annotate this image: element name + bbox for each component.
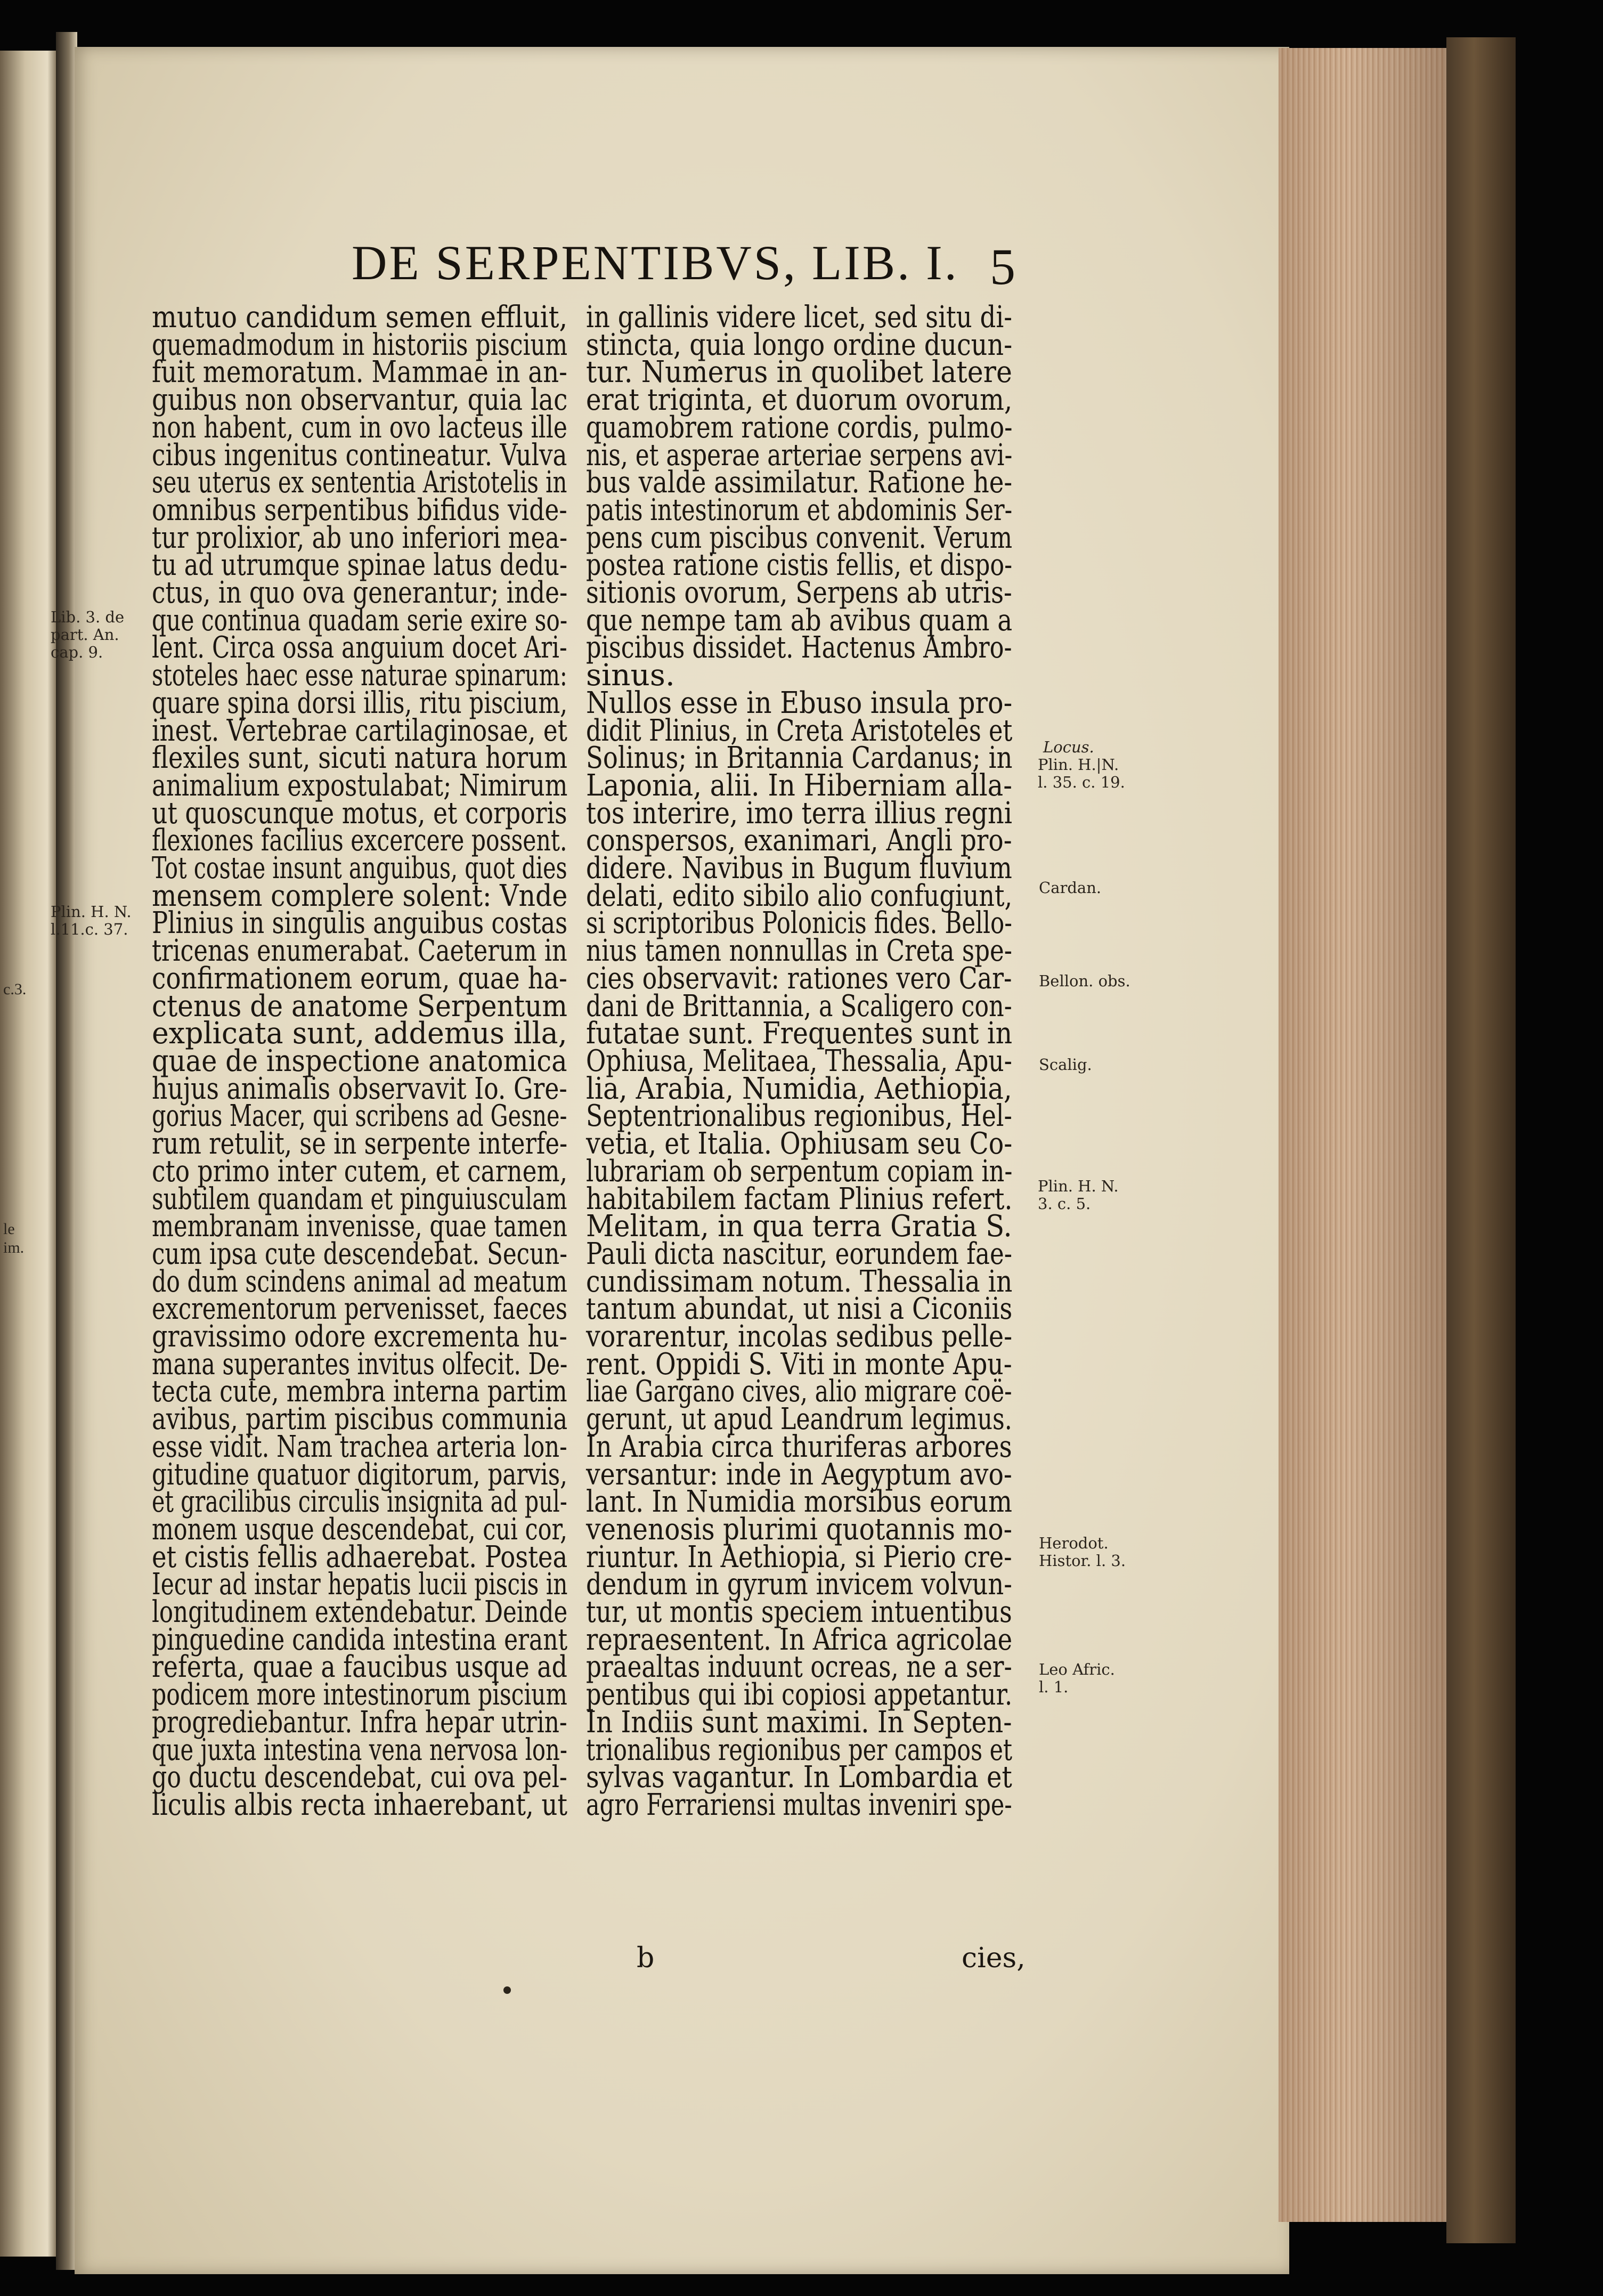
text-line: mutuo candidum semen effluit, bbox=[152, 300, 568, 335]
text-line: tu ad utrumque spinae latus dedu- bbox=[152, 548, 568, 583]
text-line: et gracilibus circulis insignita ad pul- bbox=[152, 1484, 567, 1520]
text-line: avibus, partim piscibus communia bbox=[152, 1402, 568, 1437]
text-line: dendum in gyrum invicem volvun- bbox=[586, 1567, 1012, 1602]
margin-note-leo bbox=[1039, 1661, 1115, 1696]
text-line: cto primo inter cutem, et carnem, bbox=[152, 1154, 568, 1189]
text-line: nius tamen nonnullas in Creta spe- bbox=[586, 934, 1013, 969]
text-line: Pauli dicta nascitur, eorundem fae- bbox=[586, 1236, 1012, 1271]
margin-note-line: l.11.c. 37. bbox=[51, 920, 128, 938]
margin-note-scalig bbox=[1039, 1056, 1092, 1074]
text-line: gitudine quatuor digitorum, parvis, bbox=[152, 1457, 567, 1492]
text-line: ut quoscunque motus, et corporis bbox=[152, 796, 567, 831]
text-line: go ductu descendebat, cui ova pel- bbox=[152, 1760, 567, 1795]
text-line: tricenas enumerabat. Caeterum in bbox=[152, 934, 567, 969]
left-page-fragment: im. bbox=[3, 1239, 25, 1256]
text-line: tur, ut montis speciem intuentibus bbox=[586, 1595, 1012, 1630]
text-line: Septentrionalibus regionibus, Hel- bbox=[586, 1099, 1012, 1134]
margin-note-line: Leo Afric. bbox=[1039, 1660, 1115, 1678]
text-line: conspersos, exanimari, Angli pro- bbox=[586, 823, 1012, 858]
text-line: in gallinis videre licet, sed situ di- bbox=[586, 300, 1013, 335]
text-line: versantur: inde in Aegyptum avo- bbox=[586, 1457, 1012, 1492]
text-line: vetia, et Italia. Ophiusam seu Co- bbox=[586, 1126, 1013, 1162]
margin-note-line: cap. 9. bbox=[51, 643, 103, 661]
text-line: cies observavit: rationes vero Car- bbox=[586, 961, 1012, 996]
margin-note-line: Bellon. obs. bbox=[1039, 972, 1130, 990]
text-line: dani de Brittannia, a Scaligero con- bbox=[586, 988, 1012, 1024]
text-line: quare spina dorsi illis, ritu piscium, bbox=[152, 685, 568, 720]
catchword: cies, bbox=[962, 1942, 1026, 1974]
text-line: mana superantes invitus olfecit. De- bbox=[152, 1346, 568, 1382]
text-line: quae de inspectione anatomica bbox=[152, 1043, 567, 1078]
margin-note-pliny bbox=[51, 903, 132, 938]
ink-dot bbox=[503, 1986, 511, 1994]
text-line: Nullos esse in Ebuso insula pro- bbox=[586, 685, 1013, 720]
text-line: fuit memoratum. Mammae in an- bbox=[152, 355, 567, 390]
left-column bbox=[152, 300, 578, 1822]
book-gutter bbox=[56, 32, 77, 2270]
text-line: ctenus de anatome Serpentum bbox=[152, 988, 567, 1024]
text-line: que continua quadam serie exire so- bbox=[152, 603, 568, 638]
text-line: Tot costae insunt anguibus, quot dies bbox=[152, 851, 567, 886]
text-line: flexiles sunt, sicuti natura horum bbox=[152, 741, 568, 776]
text-line: explicata sunt, addemus illa, bbox=[152, 1016, 567, 1051]
text-line: rum retulit, se in serpente interfe- bbox=[152, 1126, 568, 1162]
text-line: sitionis ovorum, Serpens ab utris- bbox=[586, 575, 1012, 611]
text-line: liae Gargano cives, alio migrare coë- bbox=[586, 1374, 1012, 1409]
text-line: quemadmodum in historiis piscium bbox=[152, 327, 568, 362]
margin-note-cardan bbox=[1039, 879, 1101, 897]
margin-note-line: Herodot. bbox=[1039, 1534, 1109, 1552]
text-line: sylvas vagantur. In Lombardia et bbox=[586, 1760, 1012, 1795]
text-line: longitudinem extendebatur. Deinde bbox=[152, 1595, 568, 1630]
text-line: stoteles haec esse naturae spinarum: bbox=[152, 658, 567, 693]
margin-note-line: Locus. bbox=[1043, 738, 1094, 756]
right-column bbox=[586, 300, 1023, 1822]
text-line: lant. In Numidia morsibus eorum bbox=[586, 1484, 1013, 1520]
text-line: stincta, quia longo ordine ducun- bbox=[586, 327, 1013, 362]
text-line: In Indiis sunt maximi. In Septen- bbox=[586, 1705, 1012, 1740]
margin-note-line: l. 1. bbox=[1039, 1678, 1069, 1696]
text-line: flexiones facilius excercere possent. bbox=[152, 823, 567, 858]
text-line: quamobrem ratione cordis, pulmo- bbox=[586, 410, 1013, 445]
text-line: piscibus dissidet. Hactenus Ambro- bbox=[586, 630, 1012, 666]
text-line: Melitam, in qua terra Gratia S. bbox=[586, 1209, 1012, 1244]
text-line: tos interire, imo terra illius regni bbox=[586, 796, 1012, 831]
text-line: si scriptoribus Polonicis fides. Bello- bbox=[586, 906, 1012, 941]
text-line: lubrariam ob serpentum copiam in- bbox=[586, 1154, 1013, 1189]
text-line: subtilem quandam et pinguiusculam bbox=[152, 1181, 567, 1216]
text-line: gerunt, ut apud Leandrum legimus. bbox=[586, 1402, 1012, 1437]
text-line: agro Ferrariensi multas inveniri spe- bbox=[586, 1787, 1012, 1822]
text-line: didere. Navibus in Bugum fluvium bbox=[586, 851, 1012, 886]
text-line: do dum scindens animal ad meatum bbox=[152, 1264, 567, 1299]
margin-note-line: Lib. 3. de bbox=[51, 608, 125, 626]
text-line: Ophiusa, Melitaea, Thessalia, Apu- bbox=[586, 1043, 1012, 1078]
margin-note-line: 3. c. 5. bbox=[1038, 1195, 1091, 1213]
text-line: trionalibus regionibus per campos et bbox=[586, 1732, 1013, 1767]
text-line: hujus animalis observavit Io. Gre- bbox=[152, 1071, 567, 1106]
text-line: esse vidit. Nam trachea arteria lon- bbox=[152, 1429, 567, 1464]
text-line: tur prolixior, ab uno inferiori mea- bbox=[152, 520, 568, 555]
text-line: membranam invenisse, quae tamen bbox=[152, 1209, 567, 1244]
margin-note-locus bbox=[1038, 739, 1125, 791]
text-line: praealtas induunt ocreas, ne a ser- bbox=[586, 1650, 1012, 1685]
text-line: podicem more intestinorum piscium bbox=[152, 1677, 567, 1713]
text-line: omnibus serpentibus bifidus vide- bbox=[152, 492, 567, 528]
text-line: ctus, in quo ova generantur; inde- bbox=[152, 575, 568, 611]
text-line: futatae sunt. Frequentes sunt in bbox=[586, 1016, 1013, 1051]
text-line: inest. Vertebrae cartilaginosae, et bbox=[152, 713, 567, 748]
text-line: tecta cute, membra interna partim bbox=[152, 1374, 567, 1409]
text-line: pentibus qui ibi copiosi appetantur. bbox=[586, 1677, 1013, 1713]
left-page-fragment: le bbox=[3, 1220, 15, 1238]
text-line: cum ipsa cute descendebat. Secun- bbox=[152, 1236, 568, 1271]
text-line: non habent, cum in ovo lacteus ille bbox=[152, 410, 567, 445]
text-line: vorarentur, incolas sedibus pelle- bbox=[586, 1319, 1013, 1354]
text-line: repraesentent. In Africa agricolae bbox=[586, 1622, 1013, 1657]
text-line: referta, quae a faucibus usque ad bbox=[152, 1650, 567, 1685]
text-line: Solinus; in Britannia Cardanus; in bbox=[586, 741, 1013, 776]
text-line: patis intestinorum et abdominis Ser- bbox=[586, 492, 1013, 528]
text-line: progrediebantur. Infra hepar utrin- bbox=[152, 1705, 567, 1740]
text-line: gravissimo odore excrementa hu- bbox=[152, 1319, 567, 1354]
text-line: que nempe tam ab avibus quam a bbox=[586, 603, 1013, 638]
margin-note-line: Plin. H.|N. bbox=[1038, 756, 1119, 774]
text-line: erat triginta, et duorum ovorum, bbox=[586, 383, 1013, 418]
text-line: lia, Arabia, Numidia, Aethiopia, bbox=[586, 1071, 1012, 1106]
text-line: monem usque descendebat, cui cor, bbox=[152, 1512, 567, 1547]
text-line: Laponia, alii. In Hiberniam alla- bbox=[586, 768, 1012, 803]
margin-note-bellon bbox=[1039, 972, 1130, 990]
page-edges-shade bbox=[1279, 48, 1454, 2222]
text-line: postea ratione cistis fellis, et dispo- bbox=[586, 548, 1013, 583]
text-line: venenosis plurimi quotannis mo- bbox=[586, 1512, 1012, 1547]
text-line: tur. Numerus in quolibet latere bbox=[586, 355, 1012, 390]
text-line: lent. Circa ossa anguium docet Ari- bbox=[152, 630, 567, 666]
margin-note-aristotle bbox=[51, 609, 124, 661]
text-line: excrementorum pervenisset, faeces bbox=[152, 1292, 568, 1327]
text-line: tantum abundat, ut nisi a Ciconiis bbox=[586, 1292, 1013, 1327]
text-line: liculis albis recta inhaerebant, ut bbox=[152, 1787, 568, 1822]
text-line: habitabilem factam Plinius refert. bbox=[586, 1181, 1013, 1216]
text-line: guibus non observantur, quia lac bbox=[152, 383, 568, 418]
text-line: rent. Oppidi S. Viti in monte Apu- bbox=[586, 1346, 1012, 1382]
page-number: 5 bbox=[990, 238, 1015, 295]
text-line: gorius Macer, qui scribens ad Gesne- bbox=[152, 1099, 567, 1134]
left-page-edge bbox=[0, 51, 56, 2257]
text-line: bus valde assimilatur. Ratione he- bbox=[586, 465, 1013, 500]
margin-note-line: Scalig. bbox=[1039, 1056, 1092, 1074]
signature-mark: b bbox=[637, 1942, 655, 1974]
margin-note-plin2 bbox=[1038, 1178, 1119, 1213]
text-line: confirmationem eorum, quae ha- bbox=[152, 961, 567, 996]
margin-note-line: l. 35. c. 19. bbox=[1038, 773, 1125, 791]
text-line: animalium expostulabat; Nimirum bbox=[152, 768, 568, 803]
text-line: nis, et asperae arteriae serpens avi- bbox=[586, 437, 1013, 473]
margin-note-line: Plin. H. N. bbox=[51, 903, 132, 921]
margin-note-line: Histor. l. 3. bbox=[1039, 1552, 1126, 1570]
text-line: Plinius in singulis anguibus costas bbox=[152, 906, 568, 941]
book-cover bbox=[1446, 37, 1516, 2243]
margin-note-line: Plin. H. N. bbox=[1038, 1177, 1119, 1195]
text-line: pinguedine candida intestina erant bbox=[152, 1622, 568, 1657]
text-line: riuntur. In Aethiopia, si Pierio cre- bbox=[586, 1539, 1012, 1575]
text-line: sinus. bbox=[586, 658, 675, 693]
text-line: seu uterus ex sententia Aristotelis in bbox=[152, 465, 567, 500]
text-line: mensem complere solent: Vnde bbox=[152, 878, 568, 913]
text-line: que juxta intestina vena nervosa lon- bbox=[152, 1732, 567, 1767]
text-line: Iecur ad instar hepatis lucii piscis in bbox=[152, 1567, 568, 1602]
margin-note-line: part. An. bbox=[51, 626, 119, 644]
text-line: delati, edito sibilo alio confugiunt, bbox=[586, 878, 1013, 913]
text-line: didit Plinius, in Creta Aristoteles et bbox=[586, 713, 1013, 748]
left-page-fragment: c.3. bbox=[3, 980, 27, 998]
margin-note-line: Cardan. bbox=[1039, 879, 1102, 897]
text-line: cundissimam notum. Thessalia in bbox=[586, 1264, 1013, 1299]
text-line: cibus ingenitus contineatur. Vulva bbox=[152, 437, 567, 473]
text-line: In Arabia circa thuriferas arbores bbox=[586, 1429, 1012, 1464]
margin-note-herodot bbox=[1039, 1535, 1126, 1570]
text-line: et cistis fellis adhaerebat. Postea bbox=[152, 1539, 568, 1575]
running-head: DE SERPENTIBVS, LIB. I. bbox=[352, 236, 959, 290]
text-line: pens cum piscibus convenit. Verum bbox=[586, 520, 1013, 555]
